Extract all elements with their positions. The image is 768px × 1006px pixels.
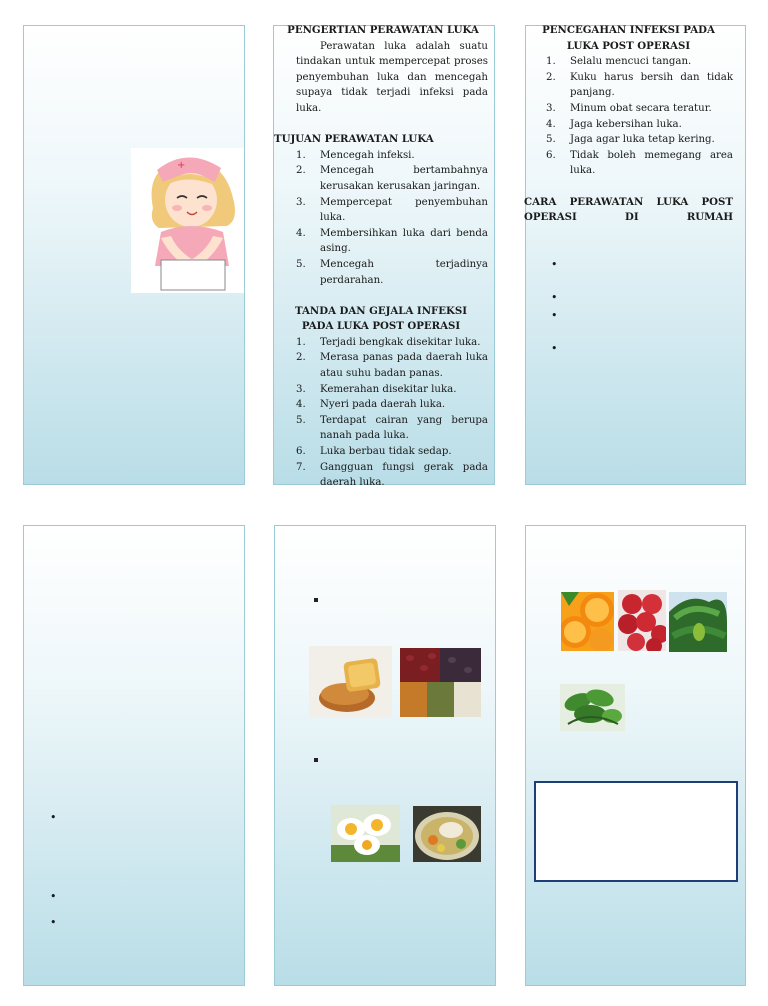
list-item: 3. Minum obat secara teratur. — [546, 102, 712, 114]
definition-text: Perawatan luka adalah suatu tindakan untuk mempercepat proses penyembuhan luka dan mencegah supaya tidak terjadi infeksi pada luka. — [296, 40, 488, 114]
bullet: • — [50, 811, 57, 824]
panel-foods — [274, 525, 496, 986]
prevention-list — [524, 54, 733, 179]
prevention-section — [524, 23, 733, 226]
blank-text-box — [534, 781, 738, 882]
list-item: 3. Kemerahan disekitar luka. — [296, 383, 457, 395]
bullet: • — [551, 258, 558, 271]
beans-photo — [400, 648, 481, 717]
chicken-soup-photo — [413, 806, 481, 862]
list-item: 3. Mempercepat penyembuhan luka. — [296, 196, 488, 224]
bullet: • — [50, 916, 57, 929]
list-item: 6. Luka berbau tidak sedap. — [296, 446, 452, 458]
list-item: 5. Jaga agar luka tetap kering. — [546, 134, 715, 146]
list-item: 4. Jaga kebersihan luka. — [546, 118, 682, 130]
goals-heading: TUJUAN PERAWATAN LUKA — [274, 133, 434, 146]
list-item: 2. Kuku harus bersih dan tidak panjang. — [546, 71, 733, 99]
list-item: 4. Membersihkan luka dari benda asing. — [296, 227, 488, 255]
list-item: 7. Gangguan fungsi gerak pada daerah luka. — [296, 461, 488, 489]
greens-photo — [560, 684, 625, 731]
list-item: 1. Selalu mencuci tangan. — [546, 56, 692, 68]
square-bullet — [314, 758, 318, 762]
list-item: 5. Mencegah terjadinya perdarahan. — [296, 258, 488, 286]
bullet: • — [551, 342, 558, 355]
prevention-heading: PENCEGAHAN INFEKSI PADA LUKA POST OPERASI — [542, 24, 715, 52]
list-item: 6. Tidak boleh memegang area luka. — [546, 149, 733, 177]
signs-heading: TANDA DAN GEJALA INFEKSI PADA LUKA POST OPERASI — [295, 304, 467, 333]
goals-list — [274, 148, 488, 288]
list-item: 1. Terjadi bengkak disekitar luka. — [296, 336, 481, 348]
list-item: 2. Mencegah bertambahnya kerusakan kerusakan jaringan. — [296, 165, 488, 192]
list-item: 2. Merasa panas pada daerah luka atau suhu badan panas. — [296, 352, 488, 380]
oranges-photo — [561, 592, 614, 651]
list-item: 5. Terdapat cairan yang berupa nanah pada luka. — [296, 414, 488, 442]
bullet: • — [551, 309, 558, 322]
square-bullet — [314, 598, 318, 602]
eggs-photo — [331, 805, 400, 862]
apples-photo — [618, 590, 666, 651]
list-item: 4. Nyeri pada daerah luka. — [296, 399, 446, 411]
svg-text:+: + — [177, 160, 186, 171]
bullet: • — [50, 890, 57, 903]
signs-list — [274, 335, 488, 491]
bullet: • — [551, 291, 558, 304]
tofu-tempeh-photo — [309, 646, 392, 717]
papaya-tree-photo — [669, 592, 727, 652]
definition-section — [274, 23, 488, 491]
home-care-heading: CARA PERAWATAN LUKA POST OPERASI DI RUMAH — [524, 195, 733, 224]
definition-heading: PENGERTIAN PERAWATAN LUKA — [287, 24, 479, 36]
list-item: 1. Mencegah infeksi. — [296, 149, 415, 161]
nurse-illustration — [131, 148, 244, 293]
